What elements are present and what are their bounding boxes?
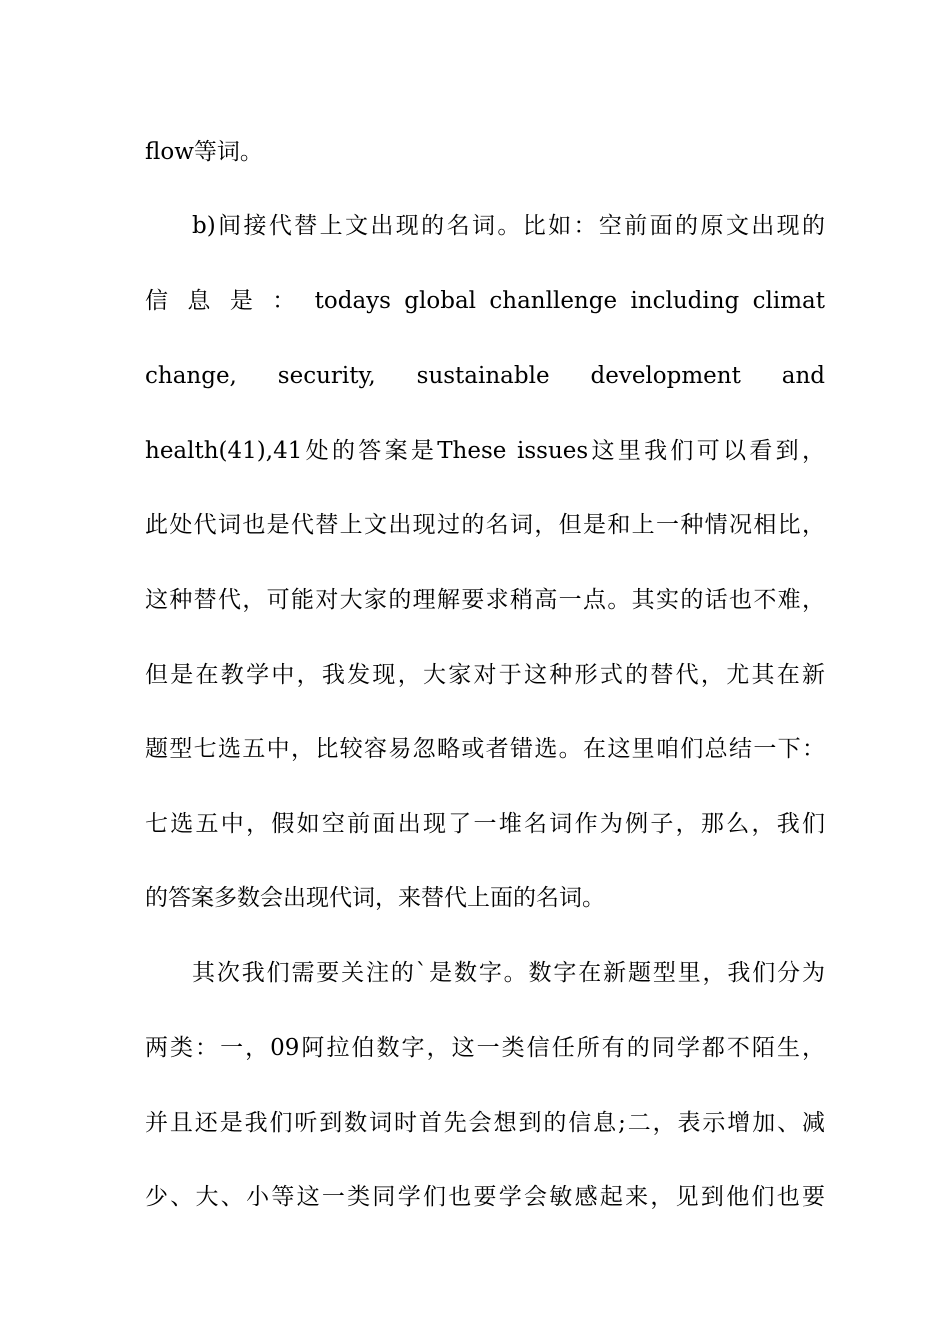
text-line: 并且还是我们听到数词时首先会想到的信息;二，表示增加、减 xyxy=(145,1110,825,1136)
text-line: 这种替代，可能对大家的理解要求稍高一点。其实的话也不难， xyxy=(145,587,825,613)
text-line: 但是在教学中，我发现，大家对于这种形式的替代，尤其在新 xyxy=(145,662,825,688)
text-line: 此处代词也是代替上文出现过的名词，但是和上一种情况相比， xyxy=(145,512,825,538)
text-line: 信 息 是 ： todays global chanllenge including climat xyxy=(145,288,825,314)
text-line: 两类：一，09阿拉伯数字，这一类信任所有的同学都不陌生， xyxy=(145,1035,825,1061)
text-line: change, security, sustainable development and xyxy=(145,363,825,389)
text-line: flow等词。 xyxy=(145,139,263,165)
text-line: health(41),41处的答案是These issues这里我们可以看到， xyxy=(145,438,825,464)
text-line: 七选五中，假如空前面出现了一堆名词作为例子，那么，我们 xyxy=(145,811,825,837)
text-line: 少、大、小等这一类同学们也要学会敏感起来，见到他们也要 xyxy=(145,1184,825,1210)
text-line: 其次我们需要关注的`是数字。数字在新题型里，我们分为 xyxy=(192,960,825,986)
text-line: 题型七选五中，比较容易忽略或者错选。在这里咱们总结一下： xyxy=(145,736,825,762)
text-line: b)间接代替上文出现的名词。比如：空前面的原文出现的 xyxy=(192,213,825,239)
text-line: 的答案多数会出现代词，来替代上面的名词。 xyxy=(145,885,605,911)
